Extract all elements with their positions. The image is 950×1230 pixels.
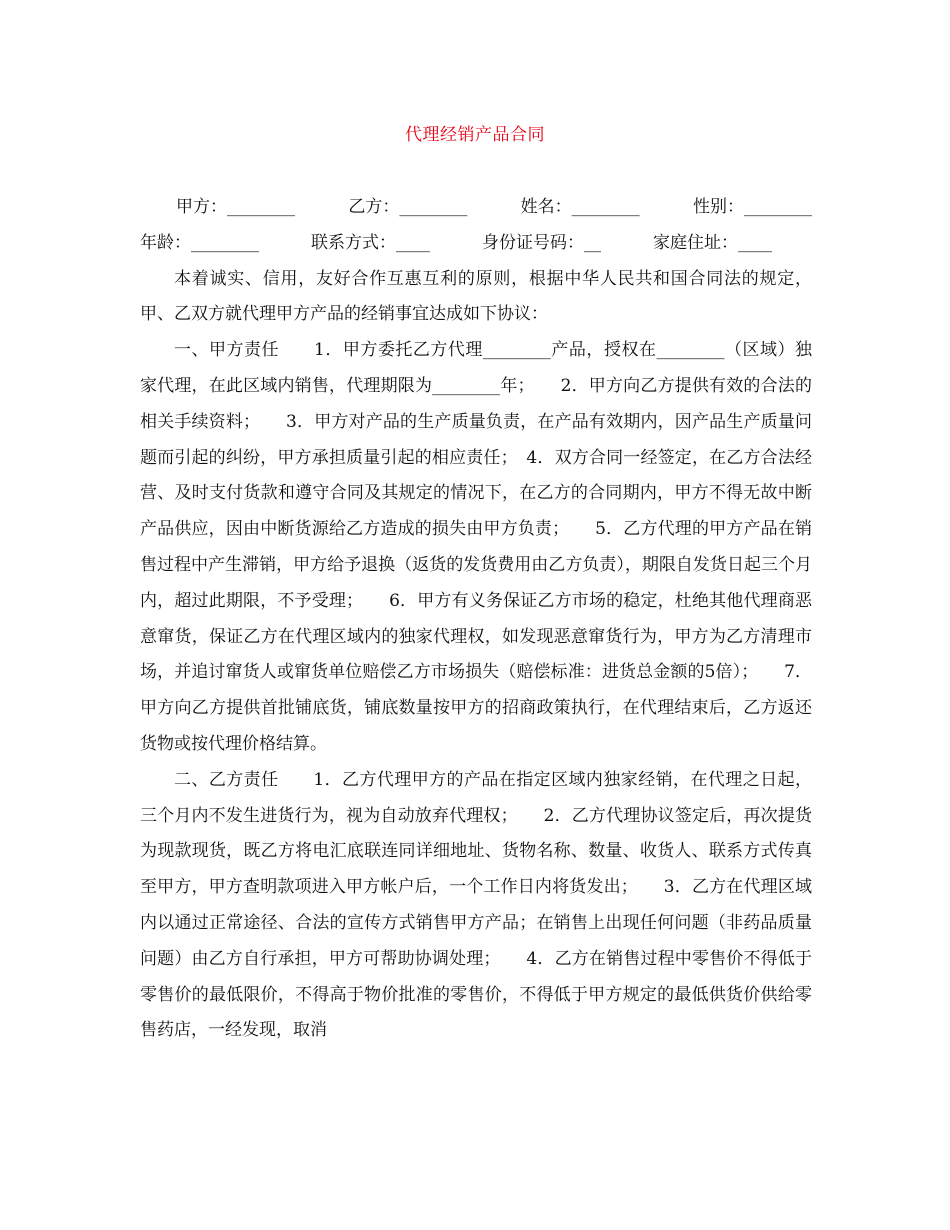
contact-field: 联系方式：____: [311, 232, 430, 253]
personal-fields-row: [140, 226, 812, 262]
party-a-field: 甲方：________: [176, 197, 295, 217]
party-a-duties-paragraph: 一、甲方责任 1．甲方委托乙方代理________产品，授权在________（区域）独家代理，在此区域内销售，代理期限为________年； 2．甲方向乙方提供有效的合法的相关手续资料； 3．甲方对产品的生产质量负责，在产品有效期内，因产品生产质量问题而引起的纠纷，甲方承担质量引起的相应责任； 4．双方合同一经签定，在乙方合法经营、及时支付货款和遵守合同及其规定的情况下，在乙方的合同期内，甲方不得无故中断产品供应，因由中断货源给乙方造成的损失由甲方负责； 5．乙方代理的甲方产品在销售过程中产生滞销，甲方给予退换（返货的发货费用由乙方负责），期限自发货日起三个月内，超过此期限，不予受理； 6．甲方有义务保证乙方市场的稳定，杜绝其他代理商恶意窜货，保证乙方在代理区域内的独家代理权，如发现恶意窜货行为，甲方为乙方清理市场，并追讨窜货人或窜货单位赔偿乙方市场损失（赔偿标准：进货总金额的5倍）； 7．甲方向乙方提供首批铺底货，铺底数量按甲方的招商政策执行，在代理结束后，乙方返还货物或按代理价格结算。: [140, 340, 812, 754]
document-title: 代理经销产品合同: [405, 125, 545, 145]
party-b-field: 乙方：________: [348, 197, 468, 217]
party-b-duties-paragraph: 二、乙方责任 1．乙方代理甲方的产品在指定区域内独家经销，在代理之日起，三个月内不发生进货行为，视为自动放弃代理权； 2．乙方代理协议签定后，再次提货为现款现货，既乙方将电汇底联连同详细地址、货物名称、数量、收货人、联系方式传真至甲方，甲方查明款项进入甲方帐户后，一个工作日内将货发出； 3．乙方在代理区域内以通过正常途径、合法的宣传方式销售甲方产品；在销售上出现任何问题（非药品质量问题）由乙方自行承担，甲方可帮助协调处理； 4．乙方在销售过程中零售价不得低于零售价的最低限价，不得高于物价批准的零售价，不得低于甲方规定的最低供货价供给零售药店，一经发现，取消: [140, 769, 812, 1041]
address-field: 家庭住址：____: [653, 232, 772, 253]
preamble-paragraph: 本着诚实、信用，友好合作互惠互利的原则，根据中华人民共和国合同法的规定，甲、乙双方就代理甲方产品的经销事宜达成如下协议：: [140, 268, 812, 325]
gender-field: 性别：________: [692, 197, 812, 217]
name-field: 姓名：________: [520, 197, 640, 217]
party-fields-row: [140, 190, 812, 226]
id-number-field: 身份证号码：__: [482, 232, 601, 253]
age-field: 年龄：________: [140, 232, 259, 253]
document-body: [140, 190, 812, 1049]
